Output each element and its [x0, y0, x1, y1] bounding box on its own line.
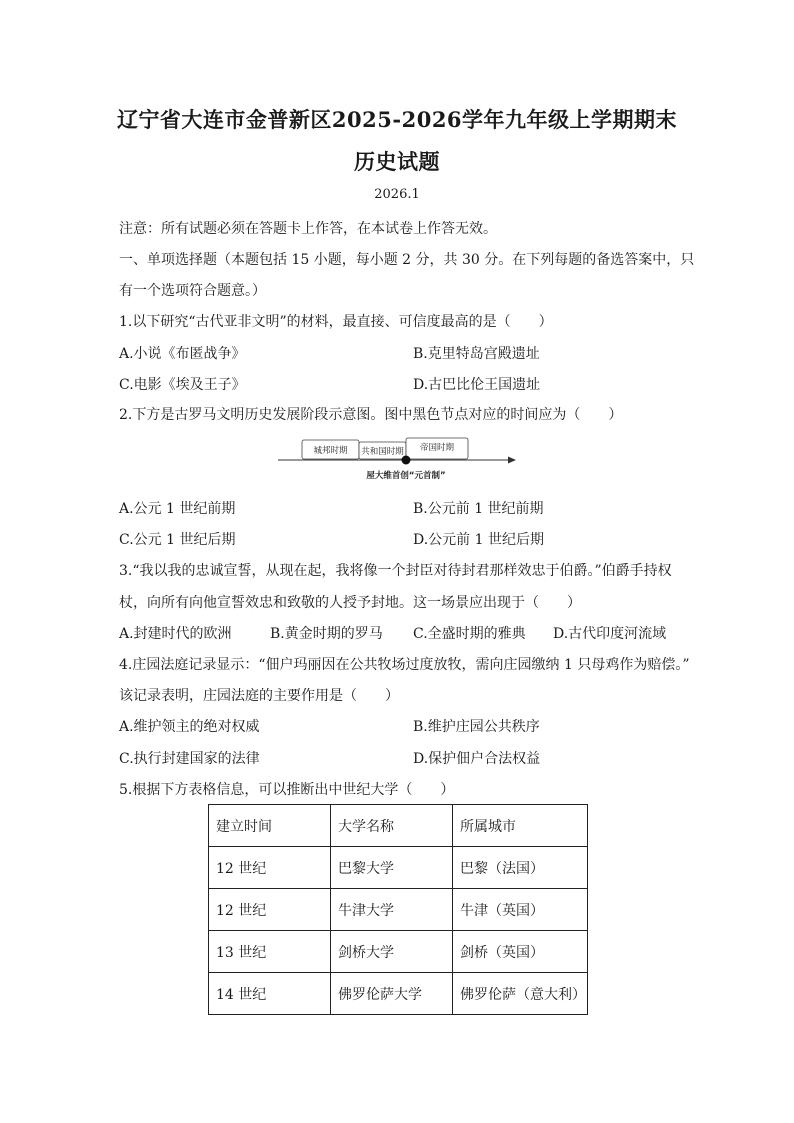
timeline-label-republic: 共和国时期 [361, 447, 404, 457]
timeline-label-city-state: 城邦时期 [313, 446, 348, 456]
exam-date: 2026.1 [374, 187, 420, 202]
table-header-row [209, 805, 588, 847]
table-cell: 牛津大学 [331, 889, 453, 931]
question-3-option-d: D.古代印度河流域 [553, 626, 667, 642]
question-2-option-a: A.公元 1 世纪前期 [119, 501, 236, 517]
table-row [209, 973, 588, 1015]
rome-timeline-diagram [272, 436, 522, 484]
table-header-cell: 所属城市 [453, 805, 588, 847]
question-3-option-c: C.全盛时期的雅典 [413, 626, 526, 642]
question-1-option-b: B.克里特岛宫殿遗址 [413, 346, 540, 362]
table-cell: 12 世纪 [209, 847, 331, 889]
exam-subject: 历史试题 [354, 149, 440, 174]
question-4-stem-cont: 该记录表明，庄园法庭的主要作用是（ ） [119, 688, 399, 704]
question-1-stem: 1.以下研究“古代亚非文明”的材料，最直接、可信度最高的是（ ） [119, 314, 553, 330]
question-5-stem: 5.根据下方表格信息，可以推断出中世纪大学（ ） [119, 782, 455, 798]
question-1-option-a: A.小说《布匿战争》 [119, 346, 246, 362]
question-4-option-b: B.维护庄园公共秩序 [413, 719, 540, 735]
question-1-option-c: C.电影《埃及王子》 [119, 377, 246, 393]
table-row [209, 931, 588, 973]
question-3-option-a: A.封建时代的欧洲 [119, 626, 232, 642]
table-cell: 13 世纪 [209, 931, 331, 973]
table-cell: 牛津（英国） [453, 889, 588, 931]
question-2-stem: 2.下方是古罗马文明历史发展阶段示意图。图中黑色节点对应的时间应为（ ） [119, 407, 623, 423]
table-row [209, 847, 588, 889]
question-3-stem: 3.“我以我的忠诚宣誓，从现在起，我将像一个封臣对待封君那样效忠于伯爵。”伯爵手持权 [119, 563, 672, 579]
exam-title: 辽宁省大连市金普新区2025-2026学年九年级上学期期末 [116, 107, 678, 132]
table-row [209, 889, 588, 931]
question-3-stem-cont: 杖，向所有向他宣誓效忠和致敬的人授予封地。这一场景应出现于（ ） [119, 595, 581, 611]
timeline-caption: 屋大维首创“元首制” [366, 471, 446, 481]
question-4-stem: 4.庄园法庭记录显示：“佃户玛丽因在公共牧场过度放牧，需向庄园缴纳 1 只母鸡作为赔偿。” [119, 657, 690, 673]
question-3-option-b: B.黄金时期的罗马 [270, 626, 383, 642]
table-header-cell: 建立时间 [209, 805, 331, 847]
table-cell: 巴黎大学 [331, 847, 453, 889]
question-4-option-d: D.保护佃户合法权益 [413, 751, 541, 767]
question-1-option-d: D.古巴比伦王国遗址 [413, 377, 541, 393]
timeline-graphic [272, 436, 522, 484]
table-header-cell: 大学名称 [331, 805, 453, 847]
table-cell: 佛罗伦萨大学 [331, 973, 453, 1015]
question-4-option-c: C.执行封建国家的法律 [119, 751, 260, 767]
table-cell: 巴黎（法国） [453, 847, 588, 889]
timeline-label-empire: 帝国时期 [419, 443, 455, 453]
table-cell: 12 世纪 [209, 889, 331, 931]
timeline-black-node [402, 456, 411, 465]
table-cell: 剑桥（英国） [453, 931, 588, 973]
section-heading-cont: 有一个选项符合题意。） [119, 283, 266, 299]
universities-table [208, 804, 588, 1015]
question-2-option-b: B.公元前 1 世纪前期 [413, 501, 544, 517]
timeline-arrow [508, 457, 516, 464]
section-heading: 一、单项选择题（本题包括 15 小题，每小题 2 分，共 30 分。在下列每题的备选答案中，只 [119, 252, 695, 268]
table-cell: 剑桥大学 [331, 931, 453, 973]
table-cell: 佛罗伦萨（意大利） [453, 973, 588, 1015]
question-2-option-c: C.公元 1 世纪后期 [119, 532, 236, 548]
notice-text: 注意：所有试题必须在答题卡上作答，在本试卷上作答无效。 [119, 221, 497, 237]
question-4-option-a: A.维护领主的绝对权威 [119, 719, 260, 735]
question-2-option-d: D.公元前 1 世纪后期 [413, 532, 544, 548]
table-cell: 14 世纪 [209, 973, 331, 1015]
